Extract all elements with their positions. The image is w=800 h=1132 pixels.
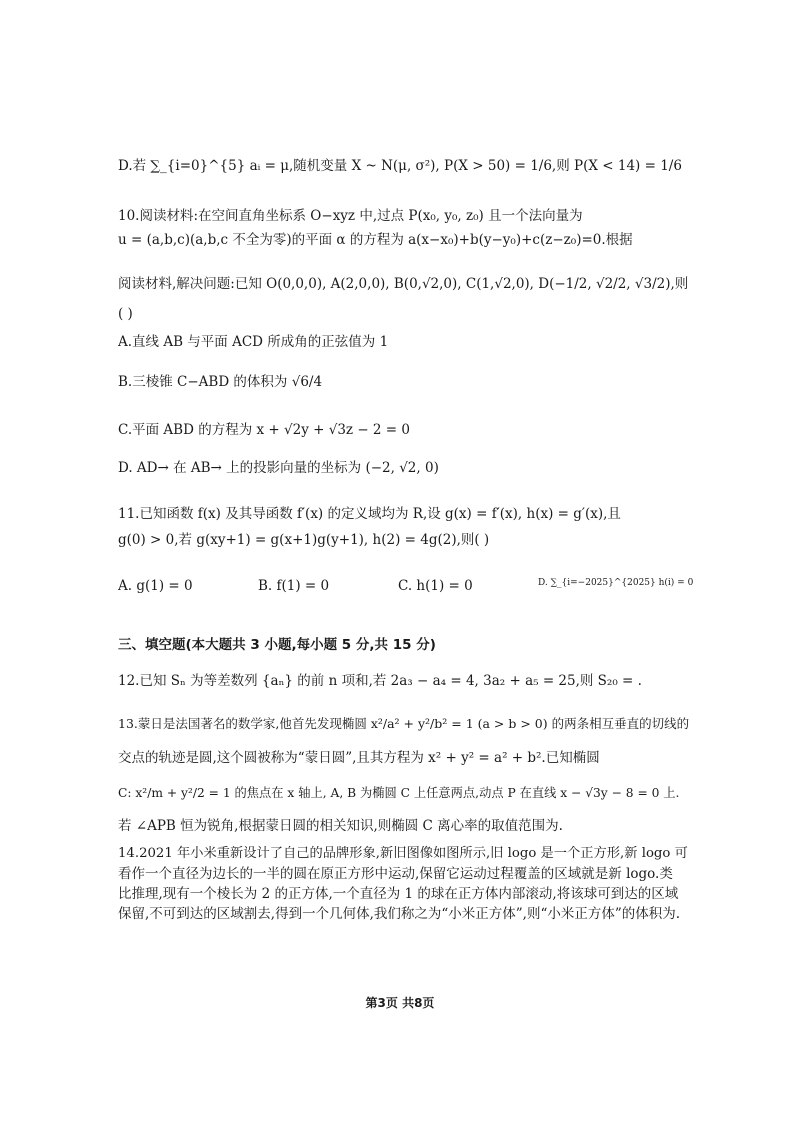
q11-stem-line-2: g(0) > 0,若 g(xy+1) = g(x+1)g(y+1), h(2) = 4g(2),则( ) [118, 532, 490, 548]
q10-stem-line-1: 10.阅读材料:在空间直角坐标系 O−xyz 中,过点 P(x₀, y₀, z₀) 且一个法向量为 [118, 208, 583, 224]
q10-option-a: A.直线 AB 与平面 ACD 所成角的正弦值为 1 [118, 334, 389, 350]
q11-option-d: D. ∑_{i=−2025}^{2025} h(i) = 0 [538, 578, 694, 588]
q10-stem-line-2: u = (a,b,c)(a,b,c 不全为零)的平面 α 的方程为 a(x−x₀)+b(y−y₀)+c(z−z₀)=0.根据 [118, 232, 633, 248]
q11-stem-line-1: 11.已知函数 f(x) 及其导函数 f′(x) 的定义域均为 R,设 g(x) = f′(x), h(x) = g′(x),且 [118, 506, 621, 522]
q11-option-a: A. g(1) = 0 [118, 578, 193, 594]
q9-option-d: D.若 ∑_{i=0}^{5} aᵢ = μ,随机变量 X ~ N(μ, σ²), P(X > 50) = 1/6,则 P(X < 14) = 1/6 [118, 158, 682, 174]
q10-stem-line-3: 阅读材料,解决问题:已知 O(0,0,0), A(2,0,0), B(0,√2,0), C(1,√2,0), D(−1/2, √2/2, √3/2),则 [118, 276, 689, 292]
q14-line-2: 看作一个直径为边长的一半的圆在原正方形中运动,保留它运动过程覆盖的区域就是新 logo.类 [118, 866, 673, 882]
q14-line-1: 14.2021 年小米重新设计了自己的品牌形象,新旧图像如图所示,旧 logo 是一个正方形,新 logo 可 [118, 846, 688, 861]
q13-line-4: 若 ∠APB 恒为锐角,根据蒙日圆的相关知识,则椭圆 C 离心率的取值范围为. [118, 818, 563, 834]
q10-option-d: D. AD→ 在 AB→ 上的投影向量的坐标为 (−2, √2, 0) [118, 460, 439, 476]
q11-option-b: B. f(1) = 0 [258, 578, 330, 594]
q14-line-4: 保留,不可到达的区域割去,得到一个几何体,我们称之为“小米正方体”,则“小米正方体”的体积为. [118, 906, 681, 922]
section-3-heading: 三、填空题(本大题共 3 小题,每小题 5 分,共 15 分) [118, 637, 436, 653]
q13-line-3: C: x²/m + y²/2 = 1 的焦点在 x 轴上, A, B 为椭圆 C 上任意两点,动点 P 在直线 x − √3y − 8 = 0 上. [118, 786, 680, 800]
q12-text: 12.已知 Sₙ 为等差数列 {aₙ} 的前 n 项和,若 2a₃ − a₄ = 4, 3a₂ + a₅ = 25,则 S₂₀ = . [118, 673, 642, 689]
q13-line-1: 13.蒙日是法国著名的数学家,他首先发现椭圆 x²/a² + y²/b² = 1 (a > b > 0) 的两条相互垂直的切线的 [118, 716, 690, 731]
q10-option-b: B.三棱锥 C−ABD 的体积为 √6/4 [118, 374, 323, 390]
q11-option-c: C. h(1) = 0 [398, 578, 473, 594]
q10-option-c: C.平面 ABD 的方程为 x + √2y + √3z − 2 = 0 [118, 422, 410, 438]
q14-line-3: 比推理,现有一个棱长为 2 的正方体,一个直径为 1 的球在正方体内部滚动,将该球可到达的区域 [118, 886, 679, 902]
q13-line-2: 交点的轨迹是圆,这个圆被称为“蒙日圆”,且其方程为 x² + y² = a² + b².已知椭圆 [118, 750, 600, 766]
q10-answer-paren: ( ) [118, 306, 133, 322]
page-number-footer: 第3页 共8页 [365, 996, 435, 1010]
